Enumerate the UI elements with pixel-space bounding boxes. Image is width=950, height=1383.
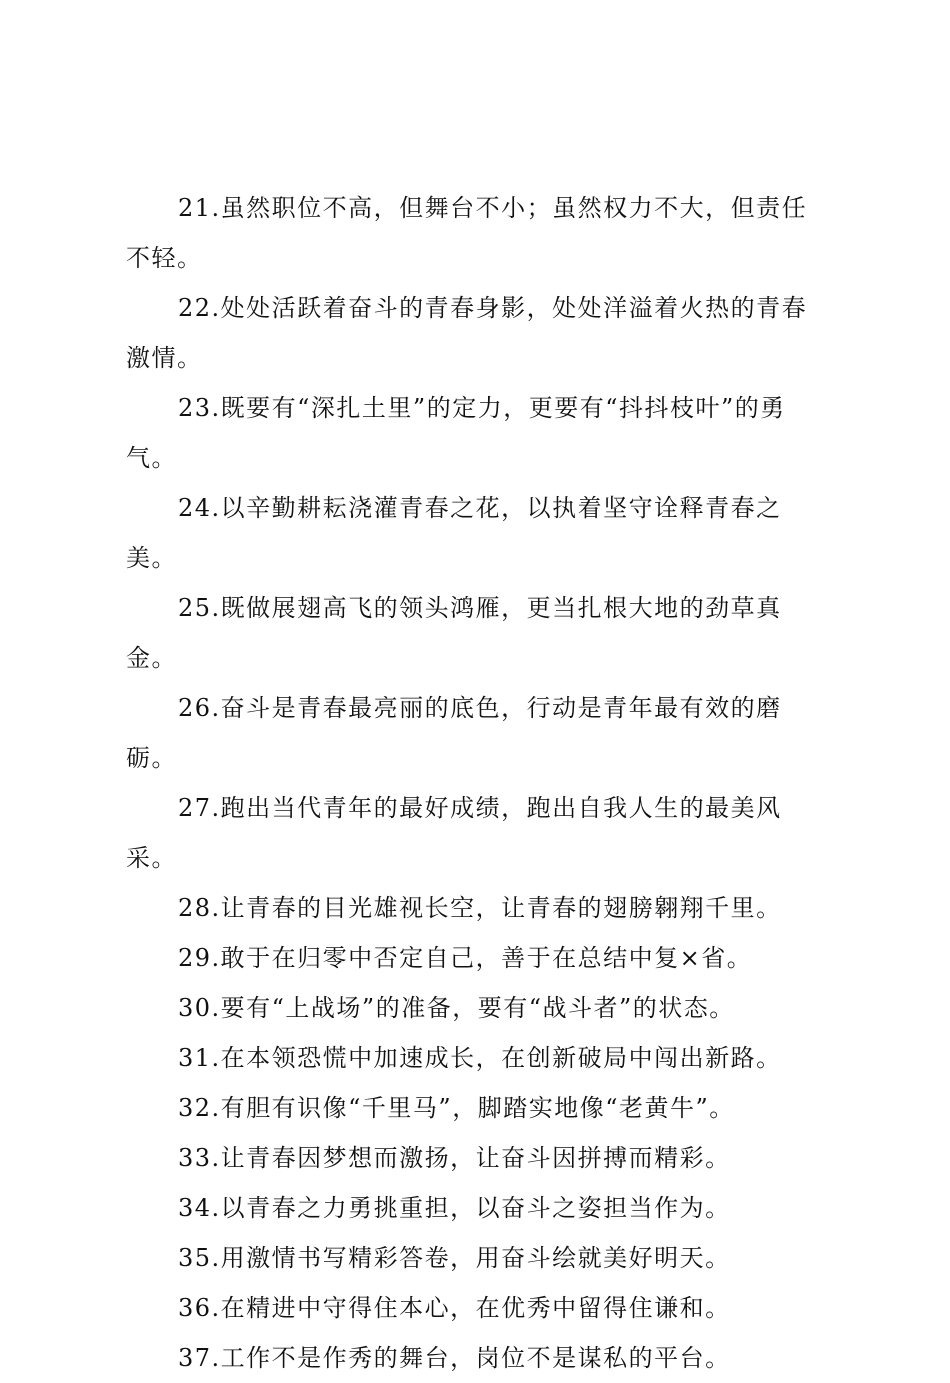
list-item: 23.既要有“深扎土里”的定力，更要有“抖抖枝叶”的勇气。 (126, 394, 786, 472)
list-item: 36.在精进中守得住本心，在优秀中留得住谦和。 (178, 1294, 731, 1322)
list-item: 28.让青春的目光雄视长空，让青春的翅膀翱翔千里。 (178, 894, 782, 922)
list-item: 21.虽然职位不高，但舞台不小；虽然权力不大，但责任不轻。 (126, 194, 808, 272)
list-item: 32.有胆有识像“千里马”，脚踏实地像“老黄牛”。 (178, 1094, 735, 1122)
list-item: 31.在本领恐慌中加速成长，在创新破局中闯出新路。 (178, 1044, 782, 1072)
list-item: 35.用激情书写精彩答卷，用奋斗绘就美好明天。 (178, 1244, 731, 1272)
list-item: 30.要有“上战场”的准备，要有“战斗者”的状态。 (178, 994, 735, 1022)
list-item: 25.既做展翅高飞的领头鸿雁，更当扎根大地的劲草真金。 (126, 594, 782, 672)
list-item: 29.敢于在归零中否定自己，善于在总结中复×省。 (178, 944, 753, 972)
list-item: 37.工作不是作秀的舞台，岗位不是谋私的平台。 (178, 1344, 731, 1372)
list-item: 27.跑出当代青年的最好成绩，跑出自我人生的最美风采。 (126, 794, 782, 872)
list-item: 33.让青春因梦想而激扬，让奋斗因拼搏而精彩。 (178, 1144, 731, 1172)
list-item: 22.处处活跃着奋斗的青春身影，处处洋溢着火热的青春激情。 (126, 294, 808, 372)
list-item: 26.奋斗是青春最亮丽的底色，行动是青年最有效的磨砺。 (126, 694, 782, 772)
list-item: 34.以青春之力勇挑重担，以奋斗之姿担当作为。 (178, 1194, 731, 1222)
sentence-list (126, 183, 832, 1383)
list-item: 24.以辛勤耕耘浇灌青春之花，以执着坚守诠释青春之美。 (126, 494, 782, 572)
